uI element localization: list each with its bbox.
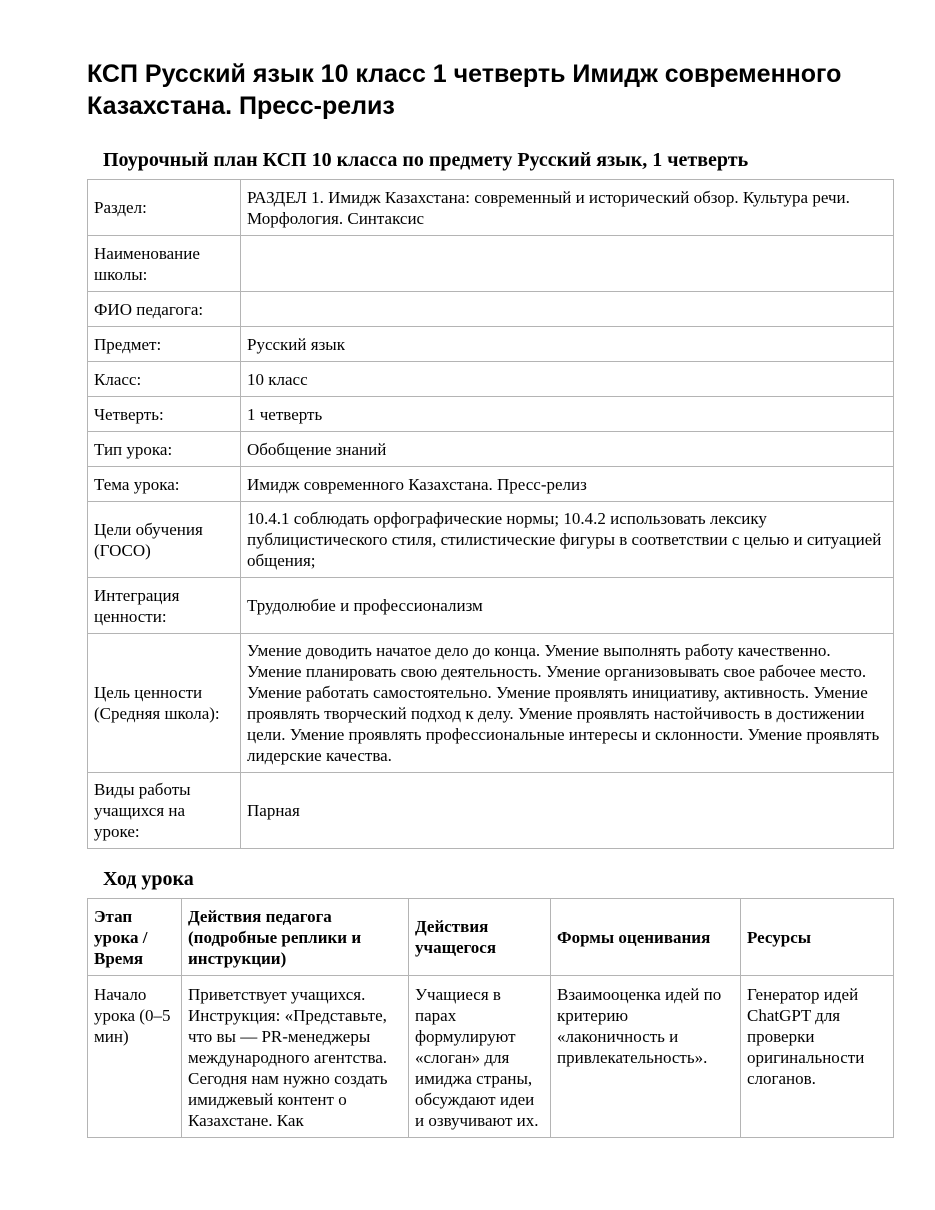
info-row-lesson-topic [88,467,894,502]
info-label: Предмет: [88,327,241,362]
info-value: Трудолюбие и профессионализм [241,578,894,634]
info-row-quarter [88,397,894,432]
info-row-value-goal [88,634,894,773]
lesson-info-table [87,179,894,849]
lesson-row [88,976,894,1138]
info-label: Интеграция ценности: [88,578,241,634]
column-header-student-actions: Действия учащегося [409,899,551,976]
info-value [241,236,894,292]
column-header-teacher-actions: Действия педагога (подробные реплики и инструкции) [182,899,409,976]
info-label: Класс: [88,362,241,397]
info-label: Наименование школы: [88,236,241,292]
lesson-flow-table [87,898,894,1138]
info-value: Имидж современного Казахстана. Пресс-релиз [241,467,894,502]
info-row-teacher [88,292,894,327]
lesson-resources: Генератор идей ChatGPT для проверки оригинальности слоганов. [741,976,894,1138]
info-label: ФИО педагога: [88,292,241,327]
info-value: Умение доводить начатое дело до конца. Умение выполнять работу качественно. Умение планировать свою деятельность. Умение организовывать свое рабочее место. Умение работать самостоятельно. Умение проявлять инициативу, активность. Умение проявлять творческий подход к делу. Умение проявлять настойчивость в достижении цели. Умение проявлять профессиональные интересы и склонности. Умение проявлять лидерские качества. [241,634,894,773]
column-header-resources: Ресурсы [741,899,894,976]
info-label: Цели обучения (ГОСО) [88,502,241,578]
info-value: Обобщение знаний [241,432,894,467]
lesson-plan-heading: Поурочный план КСП 10 класса по предмету Русский язык, 1 четверть [103,149,749,171]
info-label: Четверть: [88,397,241,432]
info-value: 10 класс [241,362,894,397]
info-row-lesson-type [88,432,894,467]
info-value: 1 четверть [241,397,894,432]
lesson-flow-heading: Ход урока [103,868,194,890]
info-label: Тип урока: [88,432,241,467]
lesson-stage: Начало урока (0–5 мин) [88,976,182,1138]
info-row-grade [88,362,894,397]
document-title: КСП Русский язык 10 класс 1 четверть Имидж современного Казахстана. Пресс-релиз [87,60,842,120]
info-label: Цель ценности (Средняя школа): [88,634,241,773]
teacher-actions: Приветствует учащихся. Инструкция: «Представьте, что вы — PR-менеджеры международного агентства. Сегодня нам нужно создать имиджевый контент о Казахстане. Как [182,976,409,1138]
assessment-form: Взаимооценка идей по критерию «лаконичность и привлекательность». [551,976,741,1138]
info-value [241,292,894,327]
info-label: Виды работы учащихся на уроке: [88,773,241,849]
info-label: Тема урока: [88,467,241,502]
info-value: РАЗДЕЛ 1. Имидж Казахстана: современный и исторический обзор. Культура речи. Морфология. Синтаксис [241,180,894,236]
info-row-section [88,180,894,236]
info-row-learning-goals [88,502,894,578]
info-value: 10.4.1 соблюдать орфографические нормы; 10.4.2 использовать лексику публицистического стиля, стилистические фигуры в соответствии с целью и ситуацией общения; [241,502,894,578]
column-header-stage: Этап урока / Время [88,899,182,976]
info-row-value-integration [88,578,894,634]
info-row-school [88,236,894,292]
info-row-work-types [88,773,894,849]
info-value: Русский язык [241,327,894,362]
column-header-assessment: Формы оценивания [551,899,741,976]
info-value: Парная [241,773,894,849]
info-row-subject [88,327,894,362]
info-label: Раздел: [88,180,241,236]
lesson-header-row [88,899,894,976]
student-actions: Учащиеся в парах формулируют «слоган» для имиджа страны, обсуждают идеи и озвучивают их. [409,976,551,1138]
